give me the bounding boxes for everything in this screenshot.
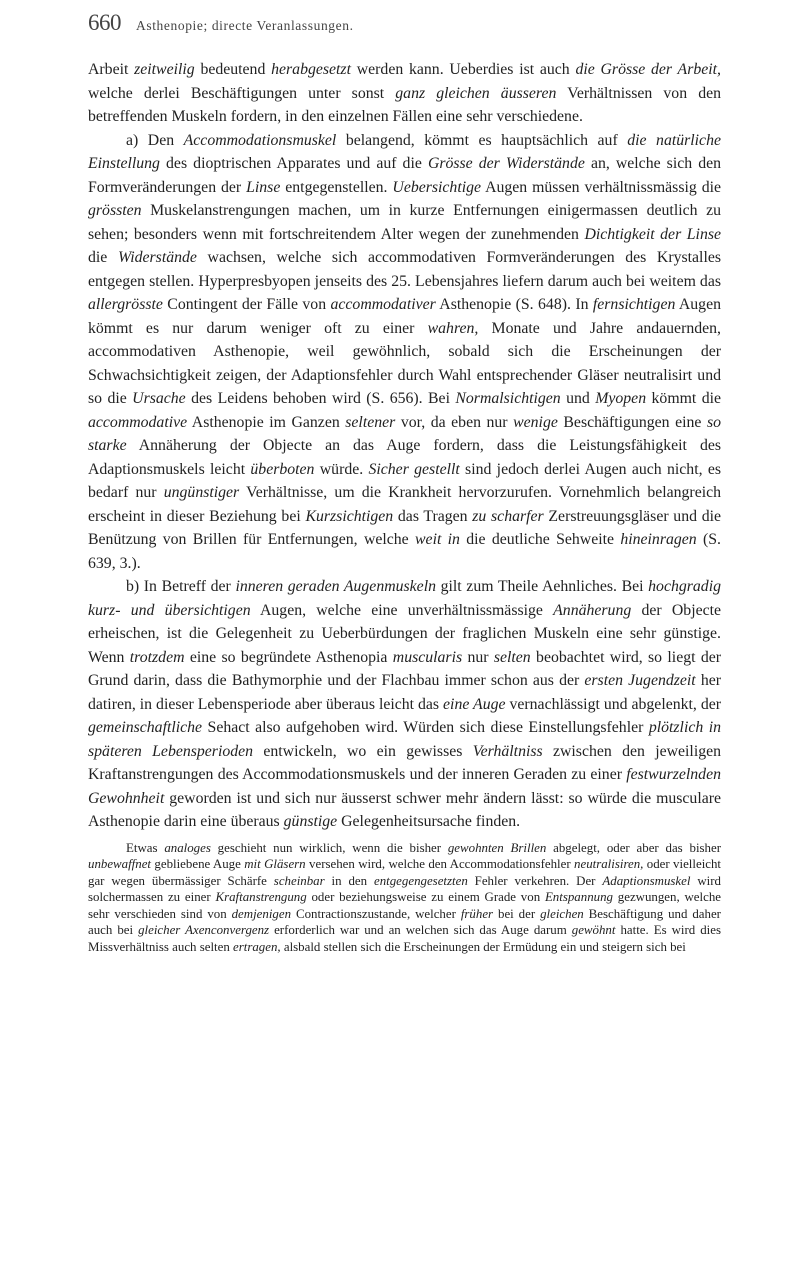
text-run: Fehler verkehren. Der xyxy=(467,873,603,888)
text-run: zwischen den jeweiligen Kraftanstrengungen des Accommodationsmuskels und der inneren Geraden zu einer xyxy=(88,742,722,783)
text-run: Verhältnisse, um die Krankheit hervorzurufen. Vornehmlich belangreich erscheint in dieser Beziehung bei xyxy=(88,484,722,525)
text-run: wird solchermassen zu einer xyxy=(88,873,721,905)
emphasized-text: zeitweilig xyxy=(134,61,195,78)
text-run: des Leidens behoben wird (S. 656). Bei xyxy=(185,390,456,407)
text-run: geschieht nun wirklich, wenn die bisher xyxy=(210,840,448,855)
text-run: bei der xyxy=(493,906,541,921)
text-run: bedeutend xyxy=(194,61,272,78)
page-header xyxy=(88,10,721,40)
emphasized-text: gewöhnt xyxy=(571,923,616,938)
text-run: Augen kömmt es nur darum weniger oft zu einer xyxy=(88,296,721,337)
emphasized-text: die natürliche Einstellung xyxy=(88,131,721,172)
emphasized-text: gleichen xyxy=(540,906,584,921)
emphasized-text: Uebersichtige xyxy=(392,178,482,196)
text-run: Beschäftigung und daher auch bei xyxy=(88,906,721,938)
emphasized-text: wahren, xyxy=(427,319,479,337)
text-run: die deutliche Sehweite xyxy=(459,531,621,548)
emphasized-text: ersten Jugendzeit xyxy=(584,672,696,689)
text-run: b) In Betreff der xyxy=(126,578,236,595)
text-run: Verhältnissen von den betreffenden Muskeln fordern, in den einzelnen Fällen eine sehr verschiedene. xyxy=(88,84,721,125)
text-run: welche derlei Beschäftigungen unter sonst xyxy=(88,84,396,102)
emphasized-text: Kraftanstrengung xyxy=(215,890,307,905)
text-run: gebliebene Auge xyxy=(151,857,245,872)
text-run: vernachlässigt und abgelenkt, der xyxy=(505,695,721,713)
emphasized-text: ertragen, xyxy=(233,940,281,955)
emphasized-text: entgegengesetzten xyxy=(373,873,468,888)
footnote-small-print xyxy=(88,840,721,956)
emphasized-text: eine Auge xyxy=(443,695,506,713)
text-run: oder vielleicht gar wegen übermässiger Schärfe xyxy=(88,857,722,888)
emphasized-text: Sicher gestellt xyxy=(368,460,460,478)
text-run: an, welche sich den Formveränderungen der xyxy=(88,155,721,196)
text-run: Gelegenheitsursache finden. xyxy=(337,813,521,830)
emphasized-text: Verhältniss xyxy=(472,742,543,760)
emphasized-text: trotzdem xyxy=(129,648,185,666)
emphasized-text: hochgradig kurz- und übersichtigen xyxy=(88,578,721,619)
text-run: erforderlich war und an welchen sich das Auge darum xyxy=(269,923,572,938)
text-run: werden kann. Ueberdies ist auch xyxy=(350,61,576,78)
emphasized-text: demjenigen xyxy=(231,906,292,921)
text-run: wachsen, welche sich accommodativen Formveränderungen des Krystalles entgegen stellen. Hyperpresbyopen jenseits des 25. Lebensjahres liefern darum auch bei weitem das xyxy=(88,249,721,290)
emphasized-text: Linse xyxy=(246,178,281,196)
text-run: Asthenopie (S. 648). In xyxy=(435,296,593,313)
emphasized-text: Adaptionsmuskel xyxy=(602,873,691,888)
text-run: eine so begründete Asthenopia xyxy=(184,648,393,666)
text-run: Muskelanstrengungen machen, um in kurze Entfernungen einigermassen deutlich zu sehen; besonders wenn mit fortschreitendem Alter wegen der zunehmenden xyxy=(88,202,721,243)
text-run: alsbald stellen sich die Erscheinungen der Ermüdung ein und steigern sich bei xyxy=(280,940,686,955)
emphasized-text: Widerstände xyxy=(117,249,197,266)
text-run: hatte. Es wird dies Missverhältniss auch selten xyxy=(88,923,722,955)
emphasized-text: gemeinschaftliche xyxy=(88,719,203,736)
paragraph-b-internal-recti xyxy=(88,575,721,834)
text-run: belangend, kömmt es hauptsächlich auf xyxy=(336,131,628,149)
emphasized-text: Ursache xyxy=(132,390,186,407)
text-run: die xyxy=(88,249,118,266)
text-run: gezwungen, welche sehr verschieden sind von xyxy=(88,890,721,921)
page-number: 660 xyxy=(88,10,121,35)
text-run: Contingent der Fälle von xyxy=(162,296,331,313)
emphasized-text: mit Gläsern xyxy=(244,857,306,872)
text-run: der Objecte erheischen, ist die Gelegenheit zu Ueberbürdungen der fraglichen Muskeln eine sehr günstige. Wenn xyxy=(88,601,721,666)
emphasized-text: früher xyxy=(460,906,494,921)
text-run: nur xyxy=(462,648,494,666)
text-run: Etwas xyxy=(126,840,165,855)
text-run: a) Den xyxy=(126,131,184,149)
text-run: her datiren, in dieser Lebensperiode aber überaus leicht das xyxy=(88,672,721,713)
text-run: Sehact also aufgehoben wird. Würden sich diese Einstellungsfehler xyxy=(202,719,649,736)
emphasized-text: herabgesetzt xyxy=(271,61,351,78)
text-run: (S. 639, 3.). xyxy=(88,531,722,572)
text-run: Beschäftigungen eine xyxy=(557,413,707,431)
emphasized-text: unbewaffnet xyxy=(88,857,152,872)
emphasized-text: allergrösste xyxy=(88,296,163,313)
emphasized-text: wenige xyxy=(513,413,558,431)
emphasized-text: Grösse der Widerstände xyxy=(427,155,585,172)
text-run: Augen, welche eine unverhältnissmässige xyxy=(250,601,554,619)
text-run: Contractionszustande, welcher xyxy=(291,906,461,921)
emphasized-text: scheinbar xyxy=(273,873,325,888)
emphasized-text: Accommodationsmuskel xyxy=(183,131,337,149)
text-run: Zerstreuungsgläser und die Benützung von Brillen für Entfernungen, welche xyxy=(88,507,722,548)
emphasized-text: Myopen xyxy=(595,390,647,407)
emphasized-text: so starke xyxy=(88,413,721,454)
text-run: sind jedoch derlei Augen auch nicht, es bedarf nur xyxy=(88,460,721,501)
text-run: das Tragen xyxy=(393,507,473,525)
text-run: Arbeit xyxy=(88,61,135,78)
emphasized-text: Kurzsichtigen xyxy=(305,507,394,525)
emphasized-text: fernsichtigen xyxy=(592,296,676,313)
emphasized-text: grössten xyxy=(88,202,142,219)
text-run: entwickeln, wo ein gewisses xyxy=(253,742,473,760)
emphasized-text: überboten xyxy=(250,460,315,478)
paragraph-intro xyxy=(88,58,721,129)
emphasized-text: muscularis xyxy=(392,648,463,666)
emphasized-text: Annäherung xyxy=(553,601,632,619)
text-run: gilt zum Theile Aehnliches. Bei xyxy=(435,578,649,595)
emphasized-text: neutralisiren, xyxy=(574,857,644,872)
paragraph-a-accommodation xyxy=(88,129,721,576)
emphasized-text: ungünstiger xyxy=(163,484,240,501)
page-body xyxy=(88,58,721,956)
emphasized-text: günstige xyxy=(283,813,338,830)
emphasized-text: Entspannung xyxy=(544,890,613,905)
emphasized-text: ganz gleichen äusseren xyxy=(395,84,557,102)
emphasized-text: analoges xyxy=(164,840,211,855)
text-run: abgelegt, oder aber das bisher xyxy=(546,840,722,855)
emphasized-text: accommodative xyxy=(88,413,188,431)
emphasized-text: accommodativer xyxy=(330,296,436,313)
text-run: des dioptrischen Apparates und auf die xyxy=(159,155,428,172)
text-run: Monate und Jahre andauernden, accommodativen Asthenopie, weil gewöhnlich, sobald sich die Erscheinungen der Schwachsichtigkeit zeigen, der Adaptionsfehler durch Wahl entsprechender Gläser neutralisirt und so die xyxy=(88,319,721,407)
text-run: Augen müssen verhältnissmässig die xyxy=(481,178,721,196)
emphasized-text: hineinragen xyxy=(620,531,697,548)
text-run: vor, da eben nur xyxy=(395,413,514,431)
emphasized-text: gewohnten Brillen xyxy=(447,840,547,855)
emphasized-text: Normalsichtigen xyxy=(455,390,561,407)
emphasized-text: plötzlich in späteren Lebensperioden xyxy=(88,719,721,760)
emphasized-text: Dichtigkeit der Linse xyxy=(584,225,721,243)
text-run: versehen wird, welche den Accommodationsfehler xyxy=(305,857,575,872)
emphasized-text: zu scharfer xyxy=(472,507,544,525)
text-run: und xyxy=(560,390,596,407)
emphasized-text: gleicher Axenconvergenz xyxy=(138,923,270,938)
text-run: oder beziehungsweise zu einem Grade von xyxy=(306,890,545,905)
emphasized-text: die Grösse der Arbeit, xyxy=(575,61,721,78)
text-run: würde. xyxy=(314,460,369,478)
text-run: entgegenstellen. xyxy=(280,178,393,196)
emphasized-text: inneren geraden Augenmuskeln xyxy=(235,578,436,595)
text-run: Asthenopie im Ganzen xyxy=(187,413,346,431)
emphasized-text: weit in xyxy=(415,531,460,548)
emphasized-text: selten xyxy=(493,648,531,666)
text-run: kömmt die xyxy=(646,390,721,407)
emphasized-text: seltener xyxy=(345,413,396,431)
text-run: beobachtet wird, so liegt der Grund darin, dass die Bathymorphie und der Flachbau immer schon aus der xyxy=(88,648,721,689)
text-run: Annäherung der Objecte an das Auge fordern, dass die Leistungsfähigkeit des Adaptionsmuskels leicht xyxy=(88,437,721,478)
running-head: Asthenopie; directe Veranlassungen. xyxy=(136,18,354,33)
text-run: in den xyxy=(324,873,374,888)
emphasized-text: festwurzelnden Gewohnheit xyxy=(88,766,721,807)
text-run: geworden ist und sich nur äusserst schwer mehr ändern lässt: so würde die musculare Asthenopie darin eine überaus xyxy=(88,789,721,830)
